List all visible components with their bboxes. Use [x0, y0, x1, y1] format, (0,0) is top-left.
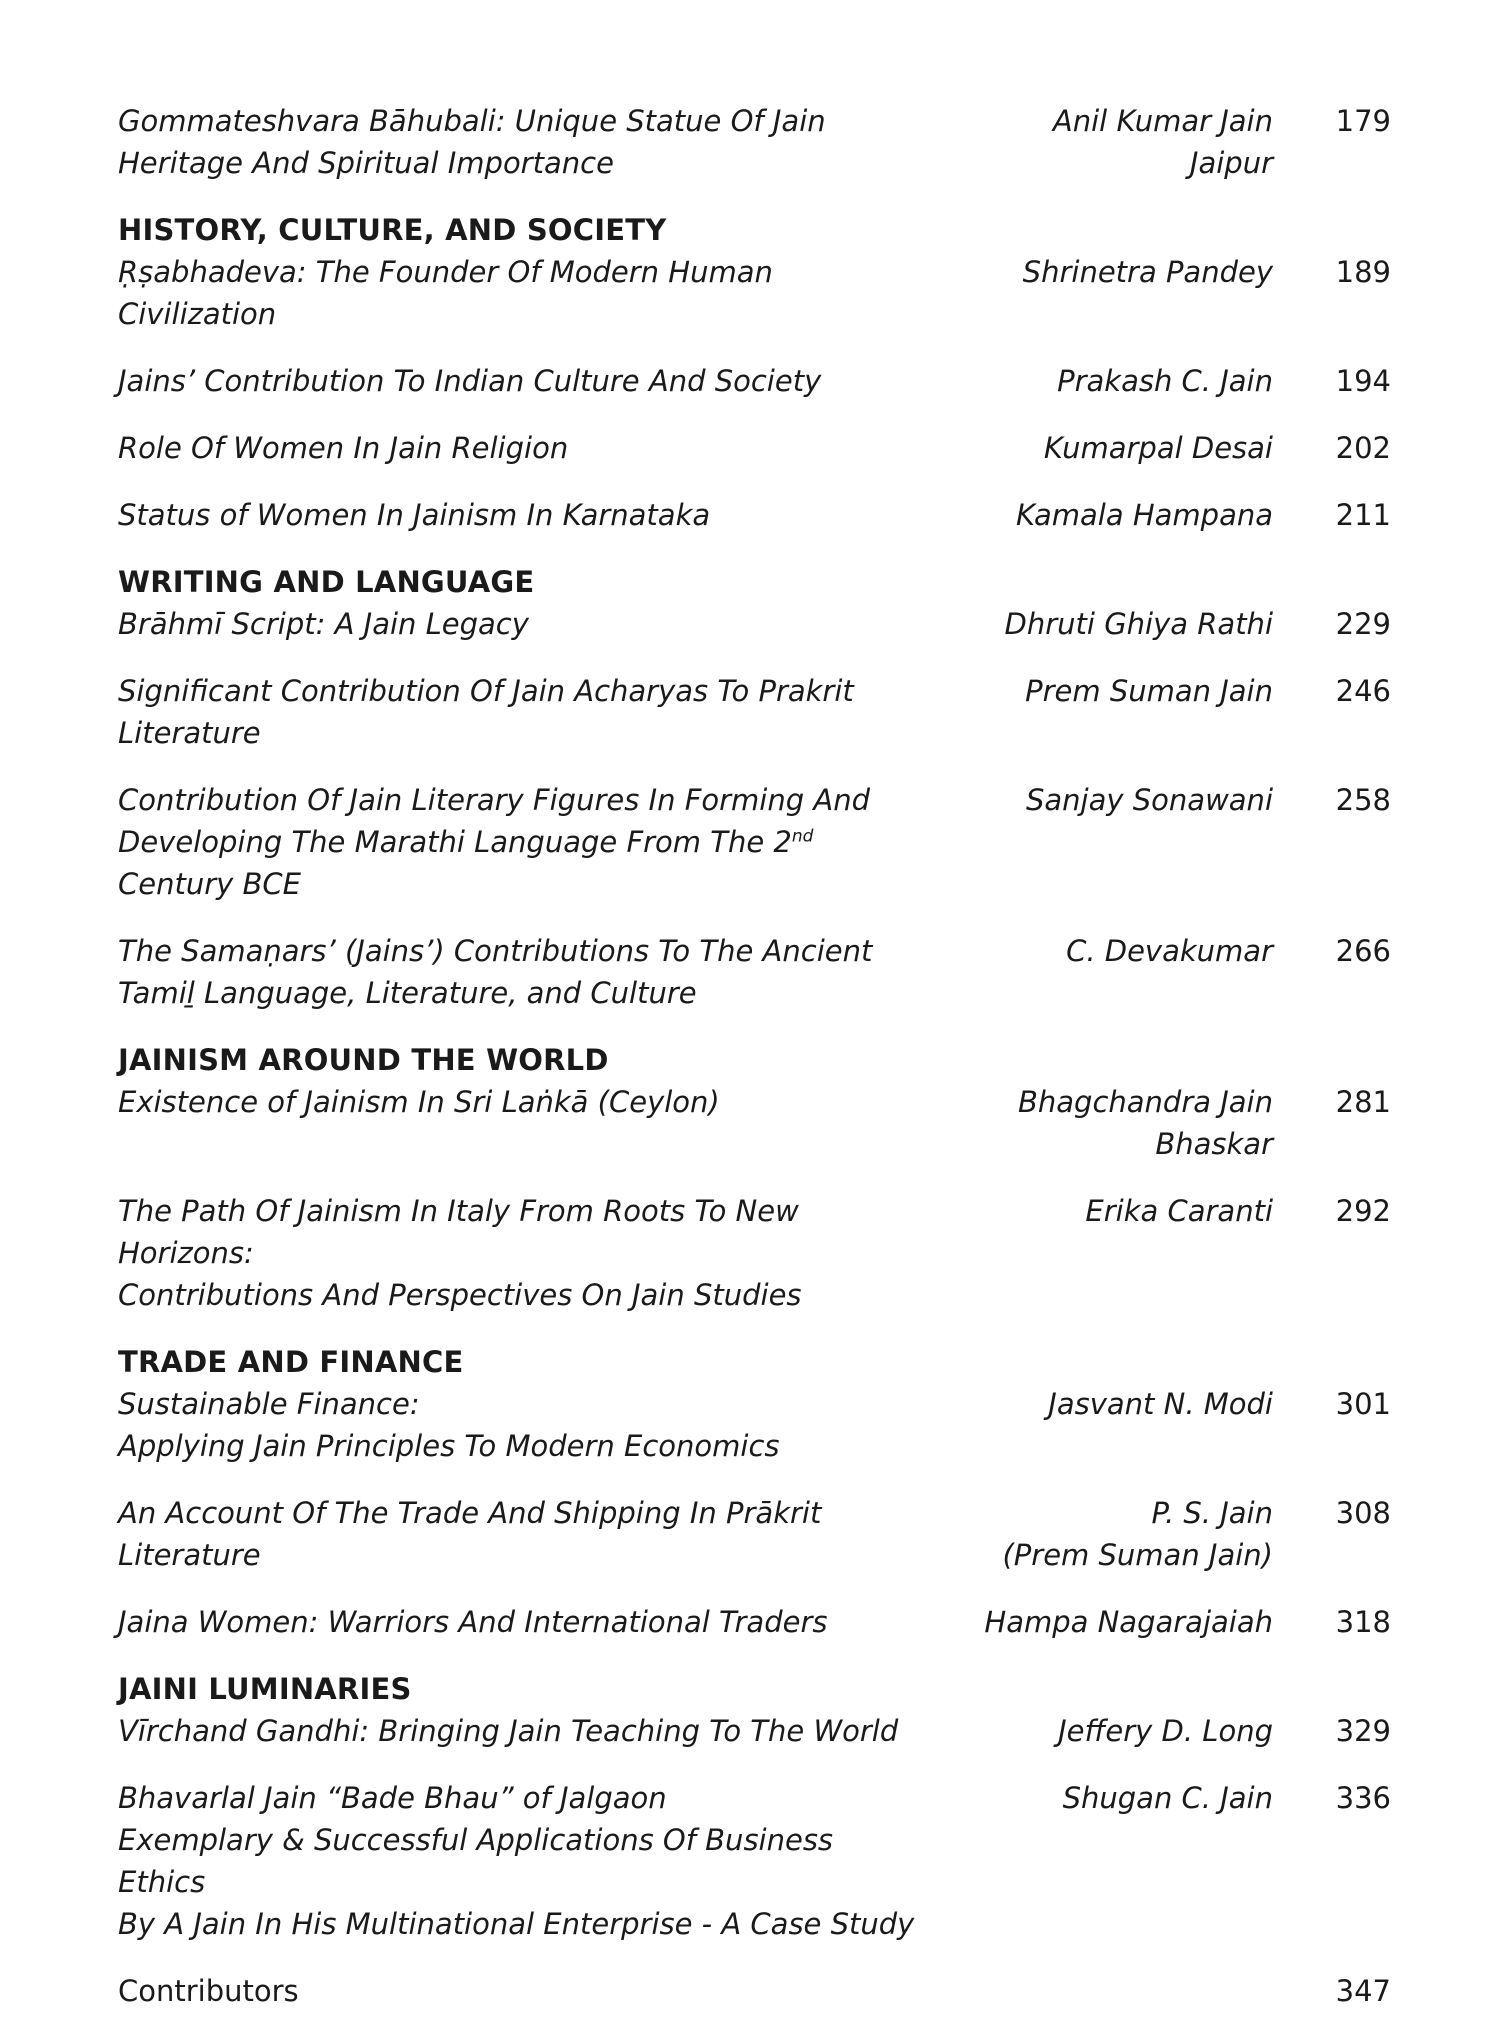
entry-page-number: 229: [1335, 607, 1391, 641]
entry-title: Vīrchand Gandhi: Bringing Jain Teaching To The World: [118, 1714, 899, 1748]
entry-page-number: 329: [1335, 1714, 1391, 1748]
entry-page-number: 246: [1335, 674, 1391, 708]
entry-author: Jasvant N. Modi: [1048, 1387, 1273, 1421]
entry-page-number: 308: [1335, 1496, 1391, 1530]
entry-title: The Path Of Jainism In Italy From Roots To New Horizons: Contributions And Perspectives On Jain Studies: [118, 1194, 802, 1312]
toc-entry: [118, 494, 1398, 536]
entry-page-number: 211: [1335, 498, 1391, 532]
toc-entry: [118, 100, 1398, 184]
entry-title: Gommateshvara Bāhubali: Unique Statue Of Jain Heritage And Spiritual Importance: [118, 104, 826, 180]
entry-page-number: 258: [1335, 783, 1391, 817]
entry-title-line: Developing The Marathi Language From The 2: [118, 825, 792, 859]
entry-page-number: 301: [1335, 1387, 1391, 1421]
entry-title-line: Contribution Of Jain Literary Figures In Forming And: [118, 783, 870, 817]
entry-title: An Account Of The Trade And Shipping In Prākrit Literature: [118, 1496, 822, 1572]
toc-entry: [118, 1601, 1398, 1643]
entry-author: Anil Kumar Jain Jaipur: [1052, 104, 1273, 180]
toc-entry: [118, 360, 1398, 402]
entry-page-number: 189: [1335, 255, 1391, 289]
toc-entry: [118, 1081, 1398, 1165]
entry-author: C. Devakumar: [1066, 934, 1273, 968]
entry-title: The Samaṇars’ (Jains’) Contributions To The Ancient Tamiḻ Language, Literature, and Culture: [118, 934, 873, 1010]
section-heading: JAINI LUMINARIES: [118, 1672, 412, 1706]
entry-title: Jains’ Contribution To Indian Culture And Society: [118, 364, 822, 398]
toc-entry: [118, 251, 1398, 335]
entry-author: Sanjay Sonawani: [1026, 783, 1273, 817]
entry-title: Bhavarlal Jain “Bade Bhau” of Jalgaon Exemplary & Successful Applications Of Business Ethics By A Jain In His Multinational Enterprise - A Case Study: [118, 1781, 915, 1941]
entry-page-number: 266: [1335, 934, 1391, 968]
entry-page-number: 202: [1335, 431, 1391, 465]
entry-author: Bhagchandra Jain Bhaskar: [1017, 1085, 1273, 1161]
toc-entry: [118, 603, 1398, 645]
toc-entry: [118, 779, 1398, 905]
entry-title: Sustainable Finance: Applying Jain Principles To Modern Economics: [118, 1387, 780, 1463]
entry-title: Role Of Women In Jain Religion: [118, 431, 569, 465]
entry-author: P. S. Jain (Prem Suman Jain): [1002, 1496, 1273, 1572]
entry-author: Prakash C. Jain: [1057, 364, 1273, 398]
entry-title: Brāhmī Script: A Jain Legacy: [118, 607, 529, 641]
entry-page-number: 292: [1335, 1194, 1391, 1228]
section-heading: WRITING AND LANGUAGE: [118, 565, 535, 599]
entry-page-number: 281: [1335, 1085, 1391, 1119]
entry-title: [118, 779, 918, 905]
entry-author: Erika Caranti: [1085, 1194, 1273, 1228]
toc-entry: [118, 1710, 1398, 1752]
entry-page-number: 194: [1335, 364, 1391, 398]
entry-title: Contributors: [118, 1974, 299, 2008]
entry-author: Dhruti Ghiya Rathi: [1004, 607, 1273, 641]
table-of-contents: [118, 100, 1398, 2037]
entry-title: Significant Contribution Of Jain Acharyas To Prakrit Literature: [118, 674, 854, 750]
entry-title: Existence of Jainism In Sri Laṅkā (Ceylon): [118, 1085, 720, 1119]
entry-author: Hampa Nagarajaiah: [984, 1605, 1273, 1639]
section-heading: TRADE AND FINANCE: [118, 1345, 464, 1379]
toc-entry: [118, 1383, 1398, 1467]
toc-entry: [118, 930, 1398, 1014]
section-heading: JAINISM AROUND THE WORLD: [118, 1043, 609, 1077]
entry-author: Kumarpal Desai: [1043, 431, 1273, 465]
entry-author: Shugan C. Jain: [1062, 1781, 1273, 1815]
entry-author: Prem Suman Jain: [1025, 674, 1273, 708]
entry-author: Kamala Hampana: [1016, 498, 1273, 532]
ordinal-suffix: nd: [791, 826, 814, 847]
entry-page-number: 318: [1335, 1605, 1391, 1639]
entry-page-number: 179: [1335, 104, 1391, 138]
toc-entry: [118, 670, 1398, 754]
entry-title: Ṛṣabhadeva: The Founder Of Modern Human Civilization: [118, 255, 773, 331]
section-heading: HISTORY, CULTURE, AND SOCIETY: [118, 213, 667, 247]
entry-author: Jeffery D. Long: [1058, 1714, 1273, 1748]
entry-title: Jaina Women: Warriors And International Traders: [118, 1605, 828, 1639]
entry-page-number: 336: [1335, 1781, 1391, 1815]
entry-title: Status of Women In Jainism In Karnataka: [118, 498, 711, 532]
toc-entry: [118, 1777, 1398, 1945]
entry-page-number: 347: [1335, 1974, 1391, 2008]
toc-entry: [118, 1492, 1398, 1576]
entry-title-line: Century BCE: [118, 867, 301, 901]
entry-author: Shrinetra Pandey: [1022, 255, 1273, 289]
toc-entry: [118, 1190, 1398, 1316]
toc-entry-contributors: [118, 1970, 1398, 2012]
toc-entry: [118, 427, 1398, 469]
